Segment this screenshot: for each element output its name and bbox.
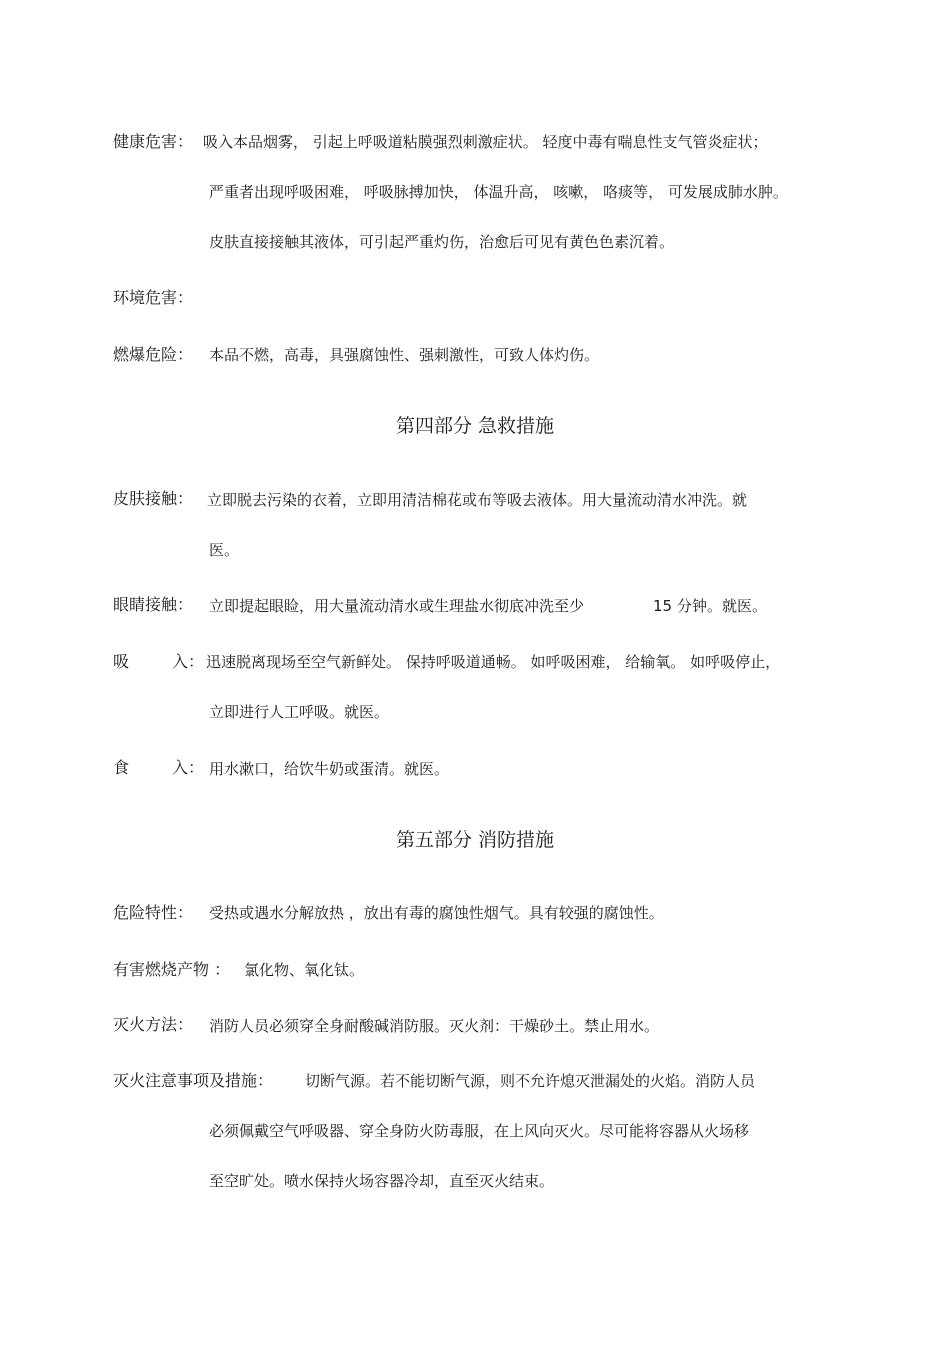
hazard-properties-label: 危险特性：	[113, 903, 194, 922]
extinguishing-method-label: 灭火方法：	[113, 1015, 194, 1034]
extinguishing-method-text: 消防人员必须穿全身耐酸碱消防服。灭火剂：干燥砂土。禁止用水。	[209, 1017, 660, 1035]
firefighting-notes-label: 灭火注意事项及措施：	[113, 1071, 274, 1090]
ingestion-label-char-2: 入：	[172, 758, 205, 777]
health-hazard-line-2: 严重者出现呼吸困难， 呼吸脉搏加快， 体温升高， 咳嗽， 咯痰等， 可发展成肺水肿。	[209, 183, 788, 201]
combustion-products-text: 氯化物、氧化钛。	[244, 961, 365, 979]
inhalation-line-1: 迅速脱离现场至空气新鲜处。 保持呼吸道通畅。 如呼吸困难， 给输氧。 如呼吸停止，	[206, 653, 781, 671]
eye-contact-label: 眼睛接触：	[113, 595, 194, 614]
ingestion-text: 用水漱口，给饮牛奶或蛋清。就医。	[209, 760, 450, 778]
section-4-title: 第四部分 急救措施	[395, 415, 555, 437]
inhalation-label-char-1: 吸	[113, 652, 130, 671]
health-hazard-label: 健康危害：	[113, 132, 194, 151]
eye-contact-suffix: 分钟。就医。	[677, 597, 768, 615]
firefighting-notes-line-1: 切断气源。若不能切断气源，则不允许熄灭泄漏处的火焰。消防人员	[305, 1072, 756, 1090]
combustion-products-label: 有害燃烧产物 ：	[113, 960, 231, 979]
firefighting-notes-line-3: 至空旷处。喷水保持火场容器冷却，直至灭火结束。	[209, 1172, 555, 1190]
eye-contact-minutes: 15	[653, 597, 673, 615]
explosion-hazard-text: 本品不燃，高毒，具强腐蚀性、强刺激性，可致人体灼伤。	[209, 346, 600, 364]
section-5-title: 第五部分 消防措施	[395, 829, 555, 851]
skin-contact-label: 皮肤接触：	[113, 489, 194, 508]
health-hazard-line-3: 皮肤直接接触其液体，可引起严重灼伤，治愈后可见有黄色色素沉着。	[209, 233, 675, 251]
inhalation-line-2: 立即进行人工呼吸。就医。	[209, 703, 390, 721]
ingestion-label-char-1: 食	[113, 758, 130, 777]
eye-contact-text: 立即提起眼睑，用大量流动清水或生理盐水彻底冲洗至少	[209, 597, 585, 615]
hazard-properties-text: 受热或遇水分解放热 ，放出有毒的腐蚀性烟气。具有较强的腐蚀性。	[209, 904, 664, 922]
skin-contact-line-2: 医。	[209, 541, 240, 559]
firefighting-notes-line-2: 必须佩戴空气呼吸器、穿全身防火防毒服，在上风向灭火。尽可能将容器从火场移	[209, 1122, 750, 1140]
skin-contact-line-1: 立即脱去污染的衣着，立即用清洁棉花或布等吸去液体。用大量流动清水冲洗。就	[207, 491, 748, 509]
environment-hazard-label: 环境危害：	[113, 288, 194, 307]
explosion-hazard-label: 燃爆危险：	[113, 345, 194, 364]
health-hazard-line-1: 吸入本品烟雾， 引起上呼吸道粘膜强烈刺激症状。 轻度中毒有喘息性支气管炎症状；	[203, 133, 768, 151]
inhalation-label-char-2: 入：	[172, 652, 205, 671]
